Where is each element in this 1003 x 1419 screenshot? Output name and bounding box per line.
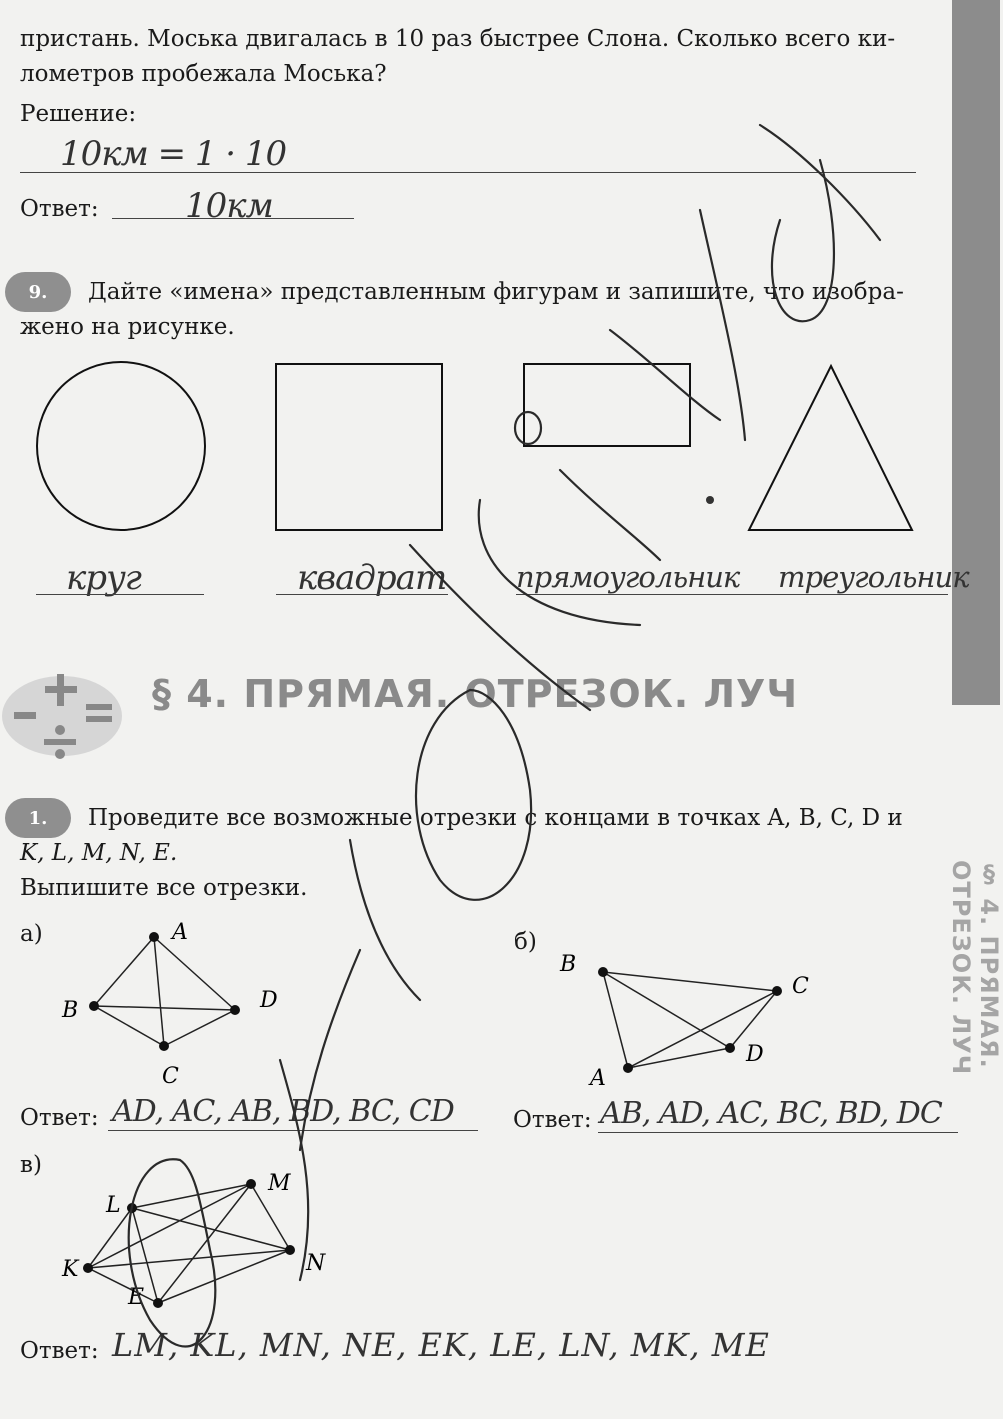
section-title: § 4. ПРЯМАЯ. ОТРЕЗОК. ЛУЧ (152, 672, 799, 716)
point-b2-label: B (560, 952, 577, 977)
part-c-answer-label: Ответ: (20, 1338, 99, 1364)
problem1-line3: Выпишите все отрезки. (20, 875, 308, 901)
problem1-badge: 1. (5, 798, 71, 838)
answer-triangle: треугольник (778, 560, 969, 594)
part-b-label: б) (514, 929, 537, 955)
answer-circle: круг (66, 558, 141, 598)
point-n-label: N (306, 1251, 326, 1276)
part-c-label: в) (20, 1152, 42, 1178)
part-b-answer: AB, AD, AC, BC, BD, DC (600, 1096, 942, 1131)
point-k-label: K (62, 1257, 79, 1282)
part-c-answer: LM, KL, MN, NE, EK, LE, LN, MK, ME (112, 1326, 770, 1364)
part-a-label: а) (20, 921, 43, 947)
point-a2-label: A (590, 1066, 606, 1091)
point-b-label: B (62, 998, 79, 1023)
solution-handwritten: 10км = 1 · 10 (60, 134, 287, 174)
problem9-badge: 9. (5, 272, 71, 312)
solution-label: Решение: (20, 101, 137, 127)
point-a-label: A (172, 920, 188, 945)
answer-square: квадрат (297, 558, 447, 598)
point-c2-label: C (792, 974, 809, 999)
point-l-label: L (106, 1193, 121, 1218)
point-m-label: M (268, 1171, 291, 1196)
problem1-line2: K, L, M, N, E. (20, 840, 178, 866)
answer8-handwritten: 10км (185, 186, 273, 226)
problem9-line2: жено на рисунке. (20, 314, 235, 340)
answer8-label: Ответ: (20, 196, 99, 222)
problem9-line1: Дайте «имена» представленным фигурам и запишите, что изобра- (88, 279, 904, 305)
side-section-title: § 4. ПРЯМАЯ. ОТРЕЗОК. ЛУЧ (947, 860, 1003, 1076)
problem8-line2: лометров пробежала Моська? (20, 61, 387, 87)
problem8-line1: пристань. Моська двигалась в 10 раз быстрее Слона. Сколько всего ки- (20, 26, 896, 52)
point-d2-label: D (746, 1042, 764, 1067)
point-c-label: C (162, 1064, 179, 1089)
part-a-answer-label: Ответ: (20, 1105, 99, 1131)
point-e-label: E (128, 1285, 145, 1310)
problem1-line1: Проведите все возможные отрезки с концами в точках A, B, C, D и (88, 805, 903, 831)
answer-rectangle: прямоугольник (516, 560, 740, 594)
part-a-answer: AD, AC, AB, BD, BC, CD (112, 1094, 454, 1129)
part-b-answer-label: Ответ: (513, 1107, 592, 1133)
point-d-label: D (260, 988, 278, 1013)
